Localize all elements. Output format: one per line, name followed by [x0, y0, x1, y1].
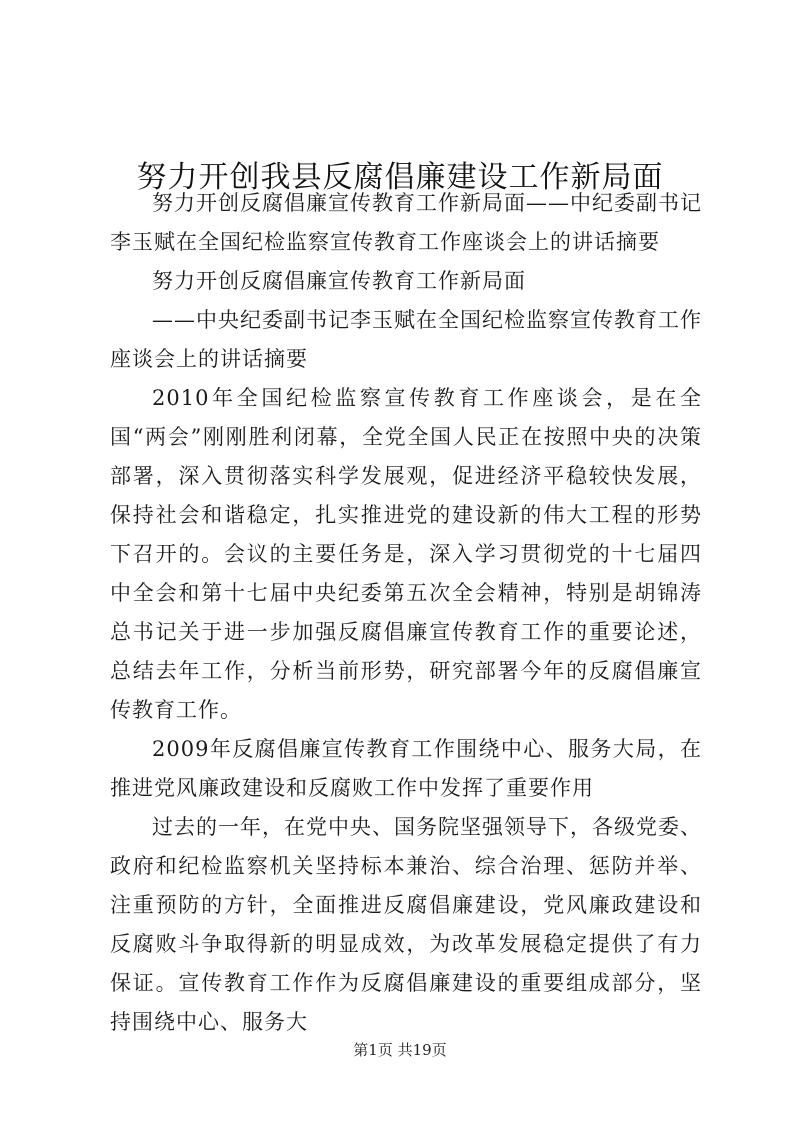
page-footer: [0, 1040, 800, 1060]
document-title: 努力开创我县反腐倡廉建设工作新局面: [136, 160, 664, 196]
paragraph: 努力开创反腐倡廉宣传教育工作新局面: [152, 269, 526, 293]
paragraph: 过去的一年，在党中央、国务院坚强领导下，各级党委、政府和纪检监察机关坚持标本兼治、综合治理、惩防并举、注重预防的方针，全面推进反腐倡廉建设，党风廉政建设和反腐败斗争取得新的明显成效，为改革发展稳定提供了有力保证。宣传教育工作作为反腐倡廉建设的重要组成部分，坚持围绕中心、服务大: [110, 815, 702, 1034]
paragraph: 2009年反腐倡廉宣传教育工作围绕中心、服务大局，在推进党风廉政建设和反腐败工作中发挥了重要作用: [110, 737, 702, 800]
paragraph: 努力开创反腐倡廉宣传教育工作新局面——中纪委副书记李玉赋在全国纪检监察宣传教育工作座谈会上的讲话摘要: [110, 191, 702, 254]
page-number: 第1页 共19页: [353, 1041, 447, 1059]
document-body: [110, 184, 702, 1042]
paragraph: 2010年全国纪检监察宣传教育工作座谈会，是在全国“两会”刚刚胜利闭幕，全党全国人民正在按照中央的决策部署，深入贯彻落实科学发展观，促进经济平稳较快发展，保持社会和谐稳定，扎实推进党的建设新的伟大工程的形势下召开的。会议的主要任务是，深入学习贯彻党的十七届四中全会和第十七届中央纪委第五次全会精神，特别是胡锦涛总书记关于进一步加强反腐倡廉宣传教育工作的重要论述，总结去年工作，分析当前形势，研究部署今年的反腐倡廉宣传教育工作。: [110, 386, 702, 722]
paragraph: ——中央纪委副书记李玉赋在全国纪检监察宣传教育工作座谈会上的讲话摘要: [110, 308, 702, 371]
